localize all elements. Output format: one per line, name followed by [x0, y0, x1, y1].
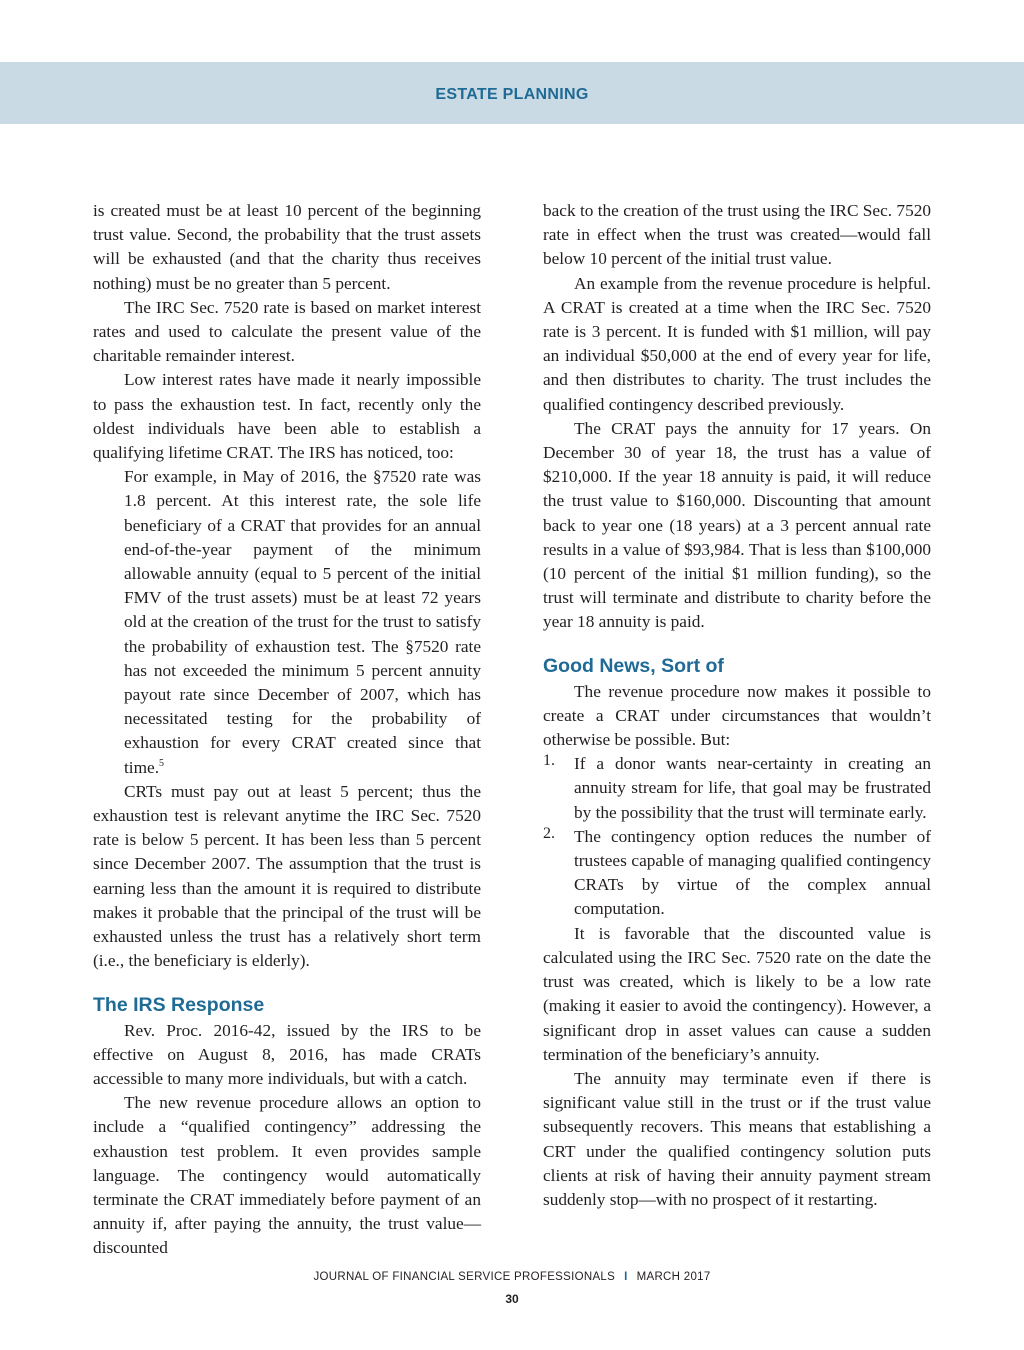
paragraph: The CRAT pays the annuity for 17 years. On December 30 of year 18, the trust has a value of $210,000. If the year 18 annuity is paid, it will reduce the trust value to $160,000. Discounting that amount back to year one (18 years) at a 3 percent annual rate results in a value of $93,984. That is less than $100,000 (10 percent of the initial $1 million funding), so the trust will terminate and distribute to charity before the year 18 annuity is paid. — [543, 418, 931, 632]
section-title: ESTATE PLANNING — [435, 86, 589, 103]
paragraph: An example from the revenue procedure is helpful. A CRAT is created at a time when the IRC Sec. 7520 rate is 3 percent. It is funded with $1 million, will pay an individual $50,000 at the end of every year for life, and then distributes to charity. The trust includes the qualified contingency described previously. — [543, 273, 931, 414]
paragraph: CRTs must pay out at least 5 percent; thus the exhaustion test is relevant anytime the IRC Sec. 7520 rate is below 5 percent. It has been less than 5 percent since December 2007. The assumption that the trust is earning less than the amount it is required to distribute makes it probable that the principal of the trust will be exhausted unless the trust has a relatively short term (i.e., the beneficiary is elderly). — [93, 781, 481, 971]
page-number: 30 — [505, 1292, 519, 1306]
quote-text — [124, 465, 481, 780]
paragraph: The new revenue procedure allows an option to include a “qualified contingency” addressing the exhaustion test problem. It even provides sample language. The contingency would automatically terminate the CRAT immediately before payment of an annuity if, after paying the annuity, the trust value—discounted — [93, 1093, 481, 1258]
paragraph: The revenue procedure now makes it possible to create a CRAT under circumstances that wouldn’t otherwise be possible. But: — [543, 681, 931, 750]
numbered-list — [543, 752, 931, 921]
paragraph: back to the creation of the trust using the IRC Sec. 7520 rate in effect when the trust was created—would fall below 10 percent of the initial trust value. — [543, 201, 931, 269]
footer-separator: I — [624, 1271, 628, 1283]
list-item-text: The contingency option reduces the number of trustees capable of managing qualified contingency CRATs by virtue of the complex annual computation. — [574, 826, 931, 919]
section-heading: The IRS Response — [93, 993, 265, 1016]
issue-date: MARCH 2017 — [636, 1271, 711, 1283]
footnote-marker: 5 — [159, 757, 165, 769]
paragraph: It is favorable that the discounted value is calculated using the IRC Sec. 7520 rate on the date the trust was created, which is likely to be a low rate (making it easier to avoid the contingency). However, a significant drop in asset values can cause a sudden termination of the beneficiary’s annuity. — [543, 923, 931, 1064]
quote-body: For example, in May of 2016, the §7520 rate was 1.8 percent. At this interest rate, the sole life beneficiary of a CRAT that provides for an annual end-of-the-year payment of the minimum allowable annuity (equal to 5 percent of the initial FMV of the trust assets) must be at least 72 years old at the creation of the trust for the trust to satisfy the probability of exhaustion test. The §7520 rate has not exceeded the minimum 5 percent annuity payout rate since December of 2007, which has necessitated testing for the probability of exhaustion for every CRAT created since that time. — [124, 467, 481, 777]
list-number: 1. — [543, 752, 555, 770]
section-heading: Good News, Sort of — [543, 654, 724, 677]
list-number: 2. — [543, 824, 555, 842]
paragraph: The annuity may terminate even if there is significant value still in the trust or if the trust value subsequently recovers. This means that establishing a CRT under the qualified contingency solution puts clients at risk of having their annuity payment stream suddenly stop—with no prospect of it restarting. — [543, 1068, 931, 1209]
left-column — [93, 199, 481, 1261]
block-quote — [93, 465, 481, 780]
paragraph: The IRC Sec. 7520 rate is based on market interest rates and used to calculate the present value of the charitable remainder interest. — [93, 297, 481, 366]
journal-name: JOURNAL OF FINANCIAL SERVICE PROFESSIONALS — [313, 1271, 616, 1283]
page-footer — [0, 1271, 1024, 1283]
paragraph: Low interest rates have made it nearly impossible to pass the exhaustion test. In fact, recently only the oldest individuals have been able to establish a qualifying lifetime CRAT. The IRS has noticed, too: — [93, 370, 481, 463]
list-item — [543, 752, 931, 825]
paragraph: Rev. Proc. 2016-42, issued by the IRS to be effective on August 8, 2016, has made CRATs accessible to many more individuals, but with a catch. — [93, 1020, 481, 1088]
list-item — [543, 825, 931, 922]
list-item-text: If a donor wants near-certainty in creating an annuity stream for life, that goal may be frustrated by the possibility that the trust will terminate early. — [574, 754, 931, 822]
paragraph: is created must be at least 10 percent of the beginning trust value. Second, the probability that the trust assets will be exhausted (and that the charity thus receives nothing) must be no greater than 5 percent. — [93, 201, 481, 293]
right-column — [543, 199, 931, 1212]
